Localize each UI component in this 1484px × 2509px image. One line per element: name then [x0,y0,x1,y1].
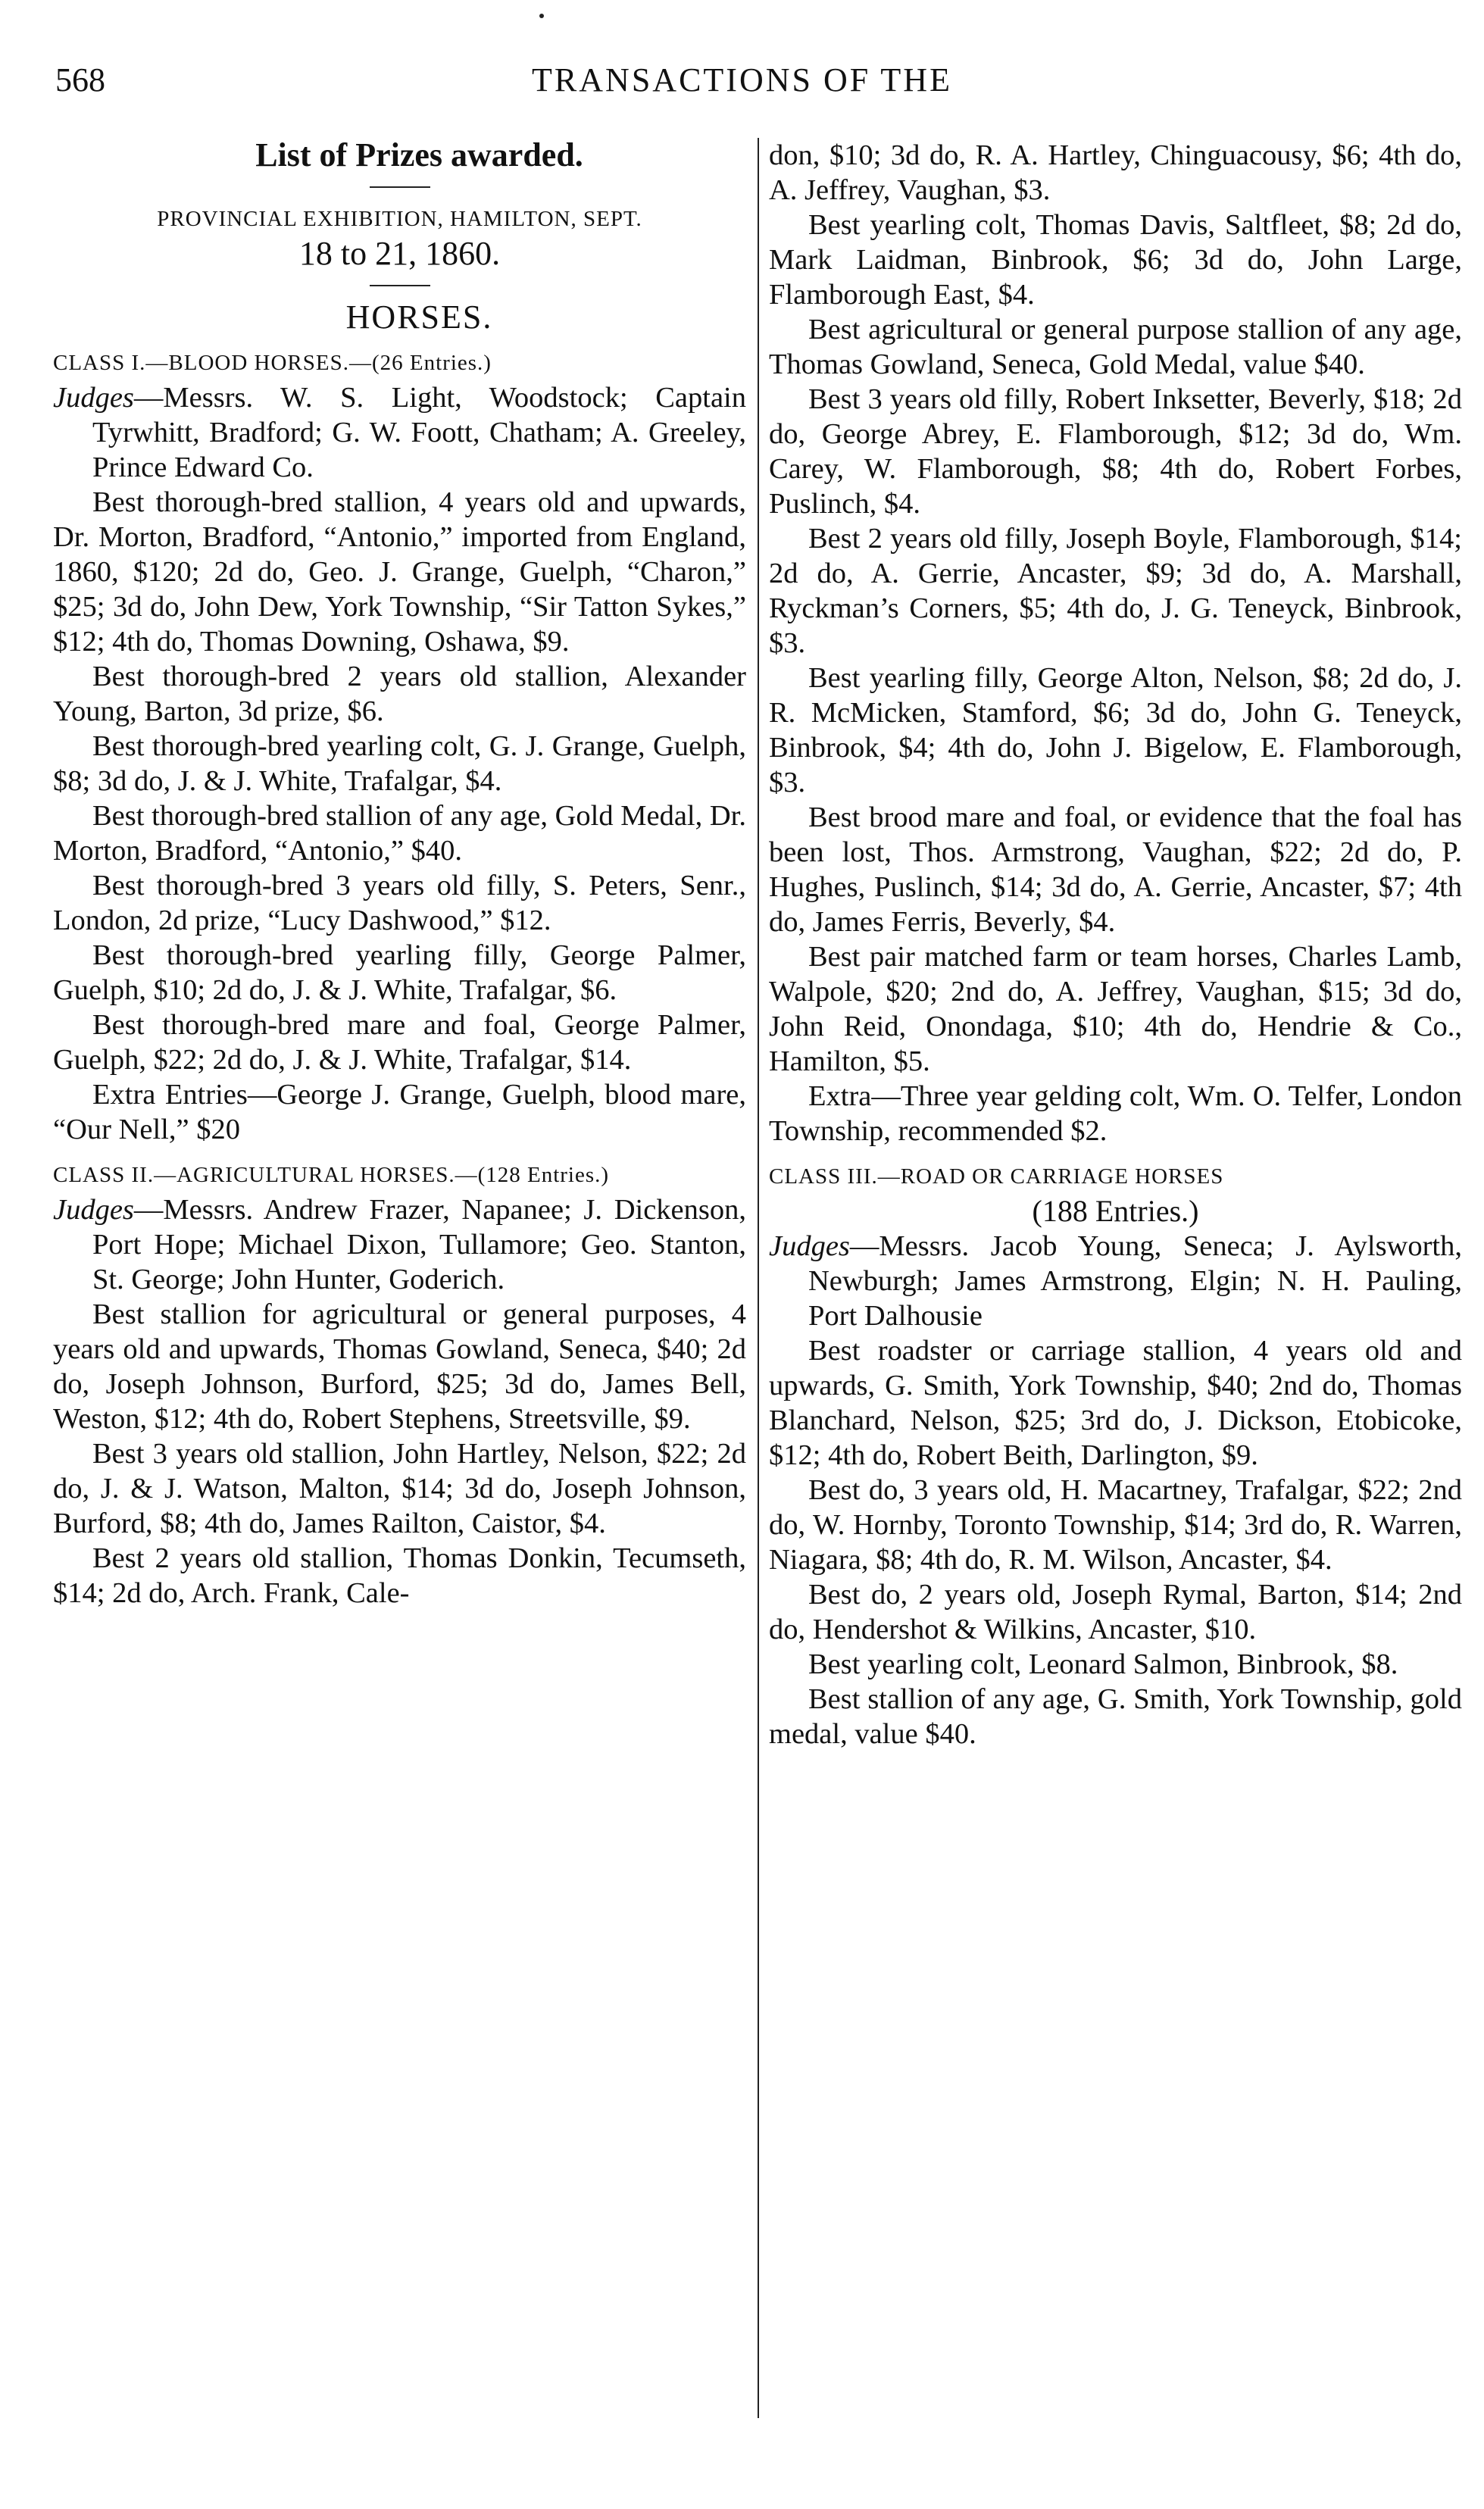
extra-entry-paragraph: Extra—Three year gelding colt, Wm. O. Telfer, London Township, recommended $2. [769,1080,1462,1147]
judges-label: Judges [53,382,134,414]
running-title: TRANSACTIONS OF THE [532,61,952,98]
judges-label: Judges [53,1194,134,1226]
exhibition-dates: 18 to 21, 1860. [298,235,501,272]
prize-paragraph: Best thorough-bred 3 years old filly, S. Peters, Senr., London, 2d prize, “Lucy Dashwood,” $12. [53,870,746,936]
short-rule [370,285,430,286]
prize-paragraph: Best stallion of any age, G. Smith, York Township, gold medal, value $40. [769,1683,1462,1750]
class-entries: (188 Entries.) [1032,1194,1199,1228]
prize-paragraph: don, $10; 3d do, R. A. Hartley, Chinguacousy, $6; 4th do, A. Jeffrey, Vaughan, $3. [769,139,1462,206]
prize-paragraph: Best yearling filly, George Alton, Nelson, $8; 2d do, J. R. McMicken, Stamford, $6; 3d do, John G. Teneyck, Binbrook, $4; 4th do, John J. Bigelow, E. Flamborough, $3. [769,662,1462,798]
prize-paragraph: Best thorough-bred stallion, 4 years old and upwards, Dr. Morton, Bradford, “Antonio,” imported from England, 1860, $120; 2d do, Geo. J. Grange, Guelph, “Charon,” $25; 3d do, John Dew, York Township, “Sir Tatton Sykes,” $12; 4th do, Thomas Downing, Oshawa, $9. [53,486,746,658]
left-column [53,138,746,1611]
judges-label: Judges [769,1230,850,1262]
judges-paragraph [53,1192,746,1297]
prize-paragraph: Best 3 years old filly, Robert Inksetter, Beverly, $18; 2d do, George Abrey, E. Flamborough, $12; 3d do, Wm. Carey, W. Flamborough, $8; 4th do, Robert Forbes, Puslinch, $4. [769,383,1462,520]
prize-paragraph: Best yearling colt, Leonard Salmon, Binbrook, $8. [808,1648,1398,1680]
prize-paragraph: Best 2 years old stallion, Thomas Donkin, Tecumseth, $14; 2d do, Arch. Frank, Cale- [53,1542,746,1609]
exhibition-title: PROVINCIAL EXHIBITION, HAMILTON, SEPT. [157,207,642,231]
judges-paragraph [53,380,746,485]
prize-paragraph: Best thorough-bred yearling colt, G. J. Grange, Guelph, $8; 3d do, J. & J. White, Trafalgar, $4. [53,730,746,797]
judges-text: —Messrs. Jacob Young, Seneca; J. Aylsworth, Newburgh; James Armstrong, Elgin; N. H. Pauling, Port Dalhousie [808,1230,1462,1332]
prize-paragraph: Best do, 3 years old, H. Macartney, Trafalgar, $22; 2nd do, W. Hornby, Toronto Township, $14; 3rd do, R. Warren, Niagara, $8; 4th do, R. M. Wilson, Ancaster, $4. [769,1474,1462,1576]
class-title: CLASS I.—BLOOD HORSES.—(26 Entries.) [53,351,492,375]
short-rule [370,186,430,188]
column-divider [758,138,759,2418]
class-title: CLASS II.—AGRICULTURAL HORSES.—(128 Entries.) [53,1163,610,1187]
prize-paragraph: Best stallion for agricultural or general purposes, 4 years old and upwards, Thomas Gowland, Seneca, $40; 2d do, Joseph Johnson, Burford, $25; 3d do, James Bell, Weston, $12; 4th do, Robert Stephens, Streetsville, $9. [53,1298,746,1435]
category-heading: HORSES. [345,298,493,336]
prize-paragraph: Best 2 years old filly, Joseph Boyle, Flamborough, $14; 2d do, A. Gerrie, Ancaster, $9; 3d do, A. Marshall, Ryckman’s Corners, $5; 4th do, J. G. Teneyck, Binbrook, $3. [769,523,1462,659]
prize-paragraph: Best thorough-bred 2 years old stallion, Alexander Young, Barton, 3d prize, $6. [53,661,746,727]
judges-paragraph [769,1229,1462,1333]
judges-text: —Messrs. Andrew Frazer, Napanee; J. Dickenson, Port Hope; Michael Dixon, Tullamore; Geo. Stanton, St. George; John Hunter, Goderich. [92,1194,746,1295]
class-title: CLASS III.—ROAD OR CARRIAGE HORSES [769,1164,1224,1189]
prize-paragraph: Best 3 years old stallion, John Hartley, Nelson, $22; 2d do, J. & J. Watson, Malton, $14; 3d do, Joseph Johnson, Burford, $8; 4th do, James Railton, Caistor, $4. [53,1438,746,1539]
prize-paragraph: Best do, 2 years old, Joseph Rymal, Barton, $14; 2nd do, Hendershot & Wilkins, Ancaster, $10. [769,1579,1462,1645]
prize-paragraph: Best yearling colt, Thomas Davis, Saltfleet, $8; 2d do, Mark Laidman, Binbrook, $6; 3d do, John Large, Flamborough East, $4. [769,209,1462,311]
ink-speck [539,14,544,18]
prize-list-heading: List of Prizes awarded. [255,136,583,173]
prize-paragraph: Best thorough-bred stallion of any age, Gold Medal, Dr. Morton, Bradford, “Antonio,” $40. [53,800,746,867]
extra-entries-paragraph: Extra Entries—George J. Grange, Guelph, blood mare, “Our Nell,” $20 [53,1079,746,1145]
prize-paragraph: Best roadster or carriage stallion, 4 years old and upwards, G. Smith, York Township, $40; 2nd do, Thomas Blanchard, Nelson, $25; 3rd do, J. Dickson, Etobicoke, $12; 4th do, Robert Beith, Darlington, $9. [769,1335,1462,1471]
prize-paragraph: Best brood mare and foal, or evidence that the foal has been lost, Thos. Armstrong, Vaughan, $22; 2d do, P. Hughes, Puslinch, $14; 3d do, A. Gerrie, Ancaster, $7; 4th do, James Ferris, Beverly, $4. [769,801,1462,938]
page-number: 568 [55,61,105,98]
prize-paragraph: Best thorough-bred mare and foal, George Palmer, Guelph, $22; 2d do, J. & J. White, Trafalgar, $14. [53,1009,746,1076]
prize-paragraph: Best thorough-bred yearling filly, George Palmer, Guelph, $10; 2d do, J. & J. White, Trafalgar, $6. [53,939,746,1006]
judges-text: —Messrs. W. S. Light, Woodstock; Captain Tyrwhitt, Bradford; G. W. Foott, Chatham; A. Greeley, Prince Edward Co. [92,382,746,483]
prize-paragraph: Best agricultural or general purpose stallion of any age, Thomas Gowland, Seneca, Gold Medal, value $40. [769,314,1462,380]
right-column [769,138,1462,1751]
prize-paragraph: Best pair matched farm or team horses, Charles Lamb, Walpole, $20; 2nd do, A. Jeffrey, Vaughan, $15; 3d do, John Reid, Onondaga, $10; 4th do, Hendrie & Co., Hamilton, $5. [769,941,1462,1077]
